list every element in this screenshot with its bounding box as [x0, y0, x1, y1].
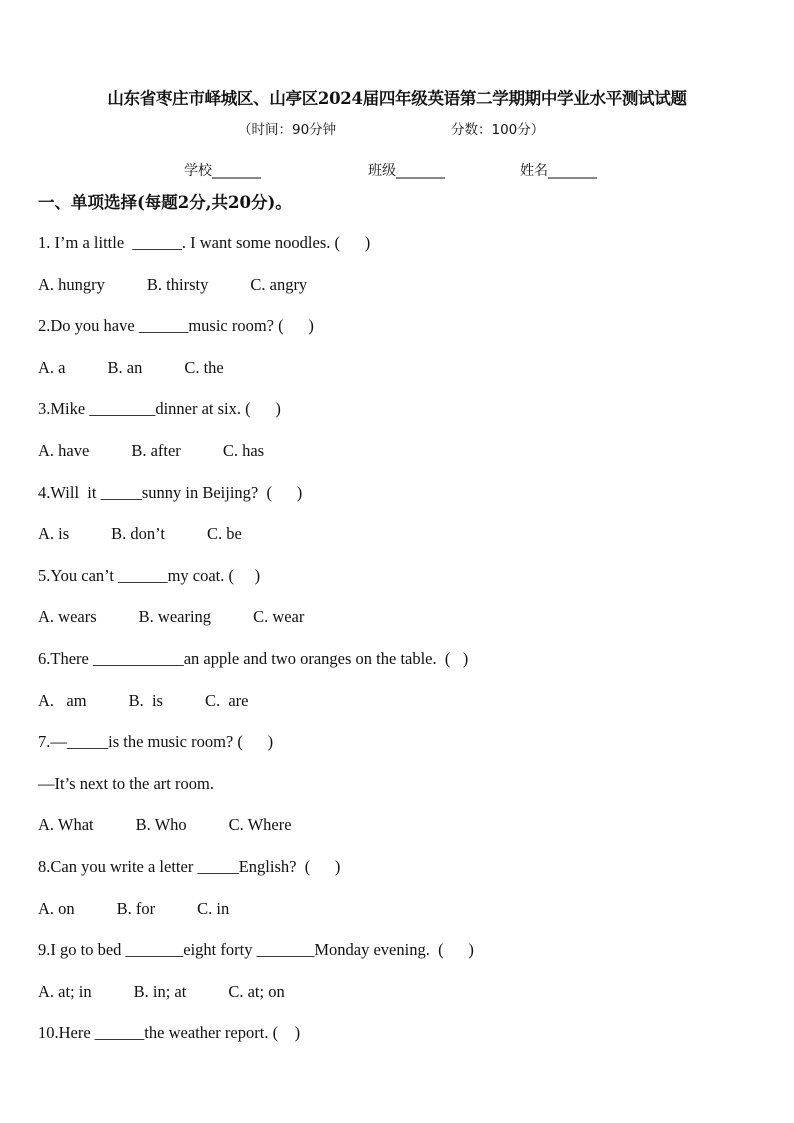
page-title: 山东省枣庄市峄城区、山亭区2024届四年级英语第二学期期中学业水平测试试题 [107, 89, 687, 108]
question-line: 3.Mike ________dinner at six. ( ) [38, 399, 281, 419]
answer-option: A. is [38, 524, 70, 544]
question-line: 2.Do you have ______music room? ( ) [38, 316, 314, 336]
answer-options [38, 272, 758, 314]
question-list [38, 230, 758, 1062]
school-field: 学校_______ [184, 163, 261, 179]
answer-option: A. a [38, 357, 66, 377]
answer-option: B. wearing [138, 607, 212, 627]
answer-option: C. has [222, 440, 265, 460]
class-field: 班级_______ [368, 163, 445, 179]
question-line: 6.There ___________an apple and two oranges on the table. ( ) [38, 648, 469, 668]
answer-option: C. Where [228, 815, 292, 835]
section-heading: 一、单项选择(每题2分,共20分)。 [38, 193, 292, 212]
answer-options [38, 688, 758, 730]
answer-option: A. at; in [38, 981, 92, 1001]
answer-option: B. Who [135, 815, 187, 835]
answer-option: B. for [116, 898, 156, 918]
answer-options [38, 438, 758, 480]
question-line: —It’s next to the art room. [38, 773, 214, 793]
question-line: 10.Here ______the weather report. ( ) [38, 1023, 301, 1043]
name-field: 姓名_______ [520, 163, 597, 179]
answer-option: A. What [38, 815, 94, 835]
answer-option: C. the [184, 357, 224, 377]
answer-option: B. an [107, 357, 143, 377]
answer-option: A. am [38, 690, 87, 710]
answer-option: C. be [206, 524, 242, 544]
answer-option: A. have [38, 440, 90, 460]
answer-option: B. don’t [111, 524, 165, 544]
question-line: 9.I go to bed _______eight forty _______Monday evening. ( ) [38, 940, 474, 960]
answer-option: B. is [128, 690, 163, 710]
answer-option: B. thirsty [146, 274, 209, 294]
answer-option: B. in; at [133, 981, 187, 1001]
answer-option: A. hungry [38, 274, 105, 294]
answer-option: A. wears [38, 607, 97, 627]
answer-option: C. are [204, 690, 249, 710]
answer-options [38, 979, 758, 1021]
question-line: 8.Can you write a letter _____English? ( ) [38, 856, 341, 876]
question-line: 7.—_____is the music room? ( ) [38, 732, 274, 752]
answer-options [38, 521, 758, 563]
answer-option: C. angry [250, 274, 308, 294]
question-line: 5.You can’t ______my coat. ( ) [38, 565, 261, 585]
answer-option: C. at; on [228, 981, 285, 1001]
answer-option: C. wear [253, 607, 305, 627]
answer-options [38, 355, 758, 397]
answer-options [38, 896, 758, 938]
answer-option: A. on [38, 898, 75, 918]
answer-options [38, 812, 758, 854]
exam-time: （时间：90分钟 [238, 122, 337, 138]
answer-options [38, 604, 758, 646]
answer-option: C. in [197, 898, 230, 918]
question-line: 1. I’m a little ______. I want some noodles. ( ) [38, 233, 371, 252]
answer-option: B. after [131, 440, 181, 460]
question-line: 4.Will it _____sunny in Beijing? ( ) [38, 482, 303, 502]
exam-score: 分数：100分） [451, 122, 545, 138]
